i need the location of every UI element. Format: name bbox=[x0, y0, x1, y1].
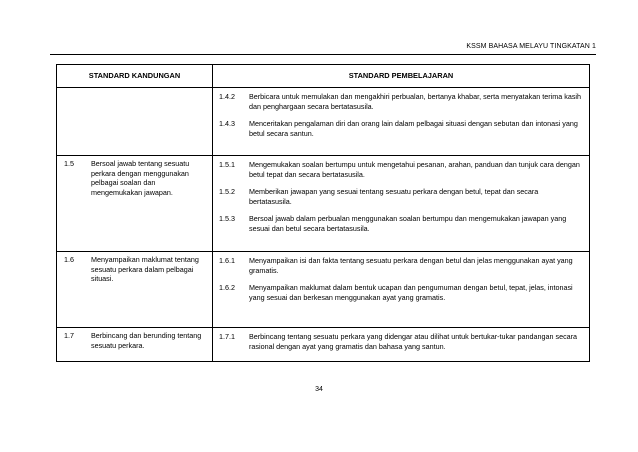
standard-pembelajaran-cell bbox=[213, 88, 590, 156]
item-text: Menyampaikan isi dan fakta tentang sesuatu perkara dengan betul dan jelas menggunakan ayat yang gramatis. bbox=[249, 256, 573, 275]
item-code: 1.7 bbox=[64, 331, 74, 340]
item-code: 1.5.1 bbox=[219, 160, 235, 169]
item-code: 1.6 bbox=[64, 255, 74, 264]
standard-kandungan-cell bbox=[57, 88, 213, 156]
table-row bbox=[57, 156, 590, 252]
table-row bbox=[57, 252, 590, 328]
column-header-standard-kandungan: STANDARD KANDUNGAN bbox=[57, 65, 213, 88]
item-text: Mengemukakan soalan bertumpu untuk mengetahui pesanan, arahan, panduan dan tunjuk cara dengan betul tepat dan secara bertatasusila. bbox=[249, 160, 580, 179]
item-text: Berbincang dan berunding tentang sesuatu perkara. bbox=[91, 331, 202, 350]
standards-table bbox=[56, 64, 590, 362]
learning-standard-item bbox=[219, 256, 583, 275]
learning-standard-item bbox=[219, 160, 583, 179]
item-code: 1.4.2 bbox=[219, 92, 235, 101]
learning-standard-item bbox=[219, 187, 583, 206]
item-code: 1.5 bbox=[64, 159, 74, 168]
column-header-standard-pembelajaran: STANDARD PEMBELAJARAN bbox=[213, 65, 590, 88]
table-header-row bbox=[57, 65, 590, 88]
item-text: Memberikan jawapan yang sesuai tentang sesuatu perkara dengan betul, tepat dan secara bertatasusila. bbox=[249, 187, 539, 206]
table-row bbox=[57, 88, 590, 156]
learning-standard-item bbox=[219, 92, 583, 111]
learning-standard-item bbox=[219, 283, 583, 302]
item-text: Berbincang tentang sesuatu perkara yang didengar atau dilihat untuk bertukar-tukar pandangan secara rasional dengan ayat yang gramatis dan bahasa yang santun. bbox=[249, 332, 578, 351]
item-text: Bersoal jawab tentang sesuatu perkara dengan menggunakan pelbagai soalan dan mengemukakan jawapan. bbox=[91, 159, 190, 197]
item-code: 1.5.2 bbox=[219, 187, 235, 197]
standard-kandungan-cell bbox=[57, 328, 213, 362]
item-text: Bersoal jawab dalam perbualan menggunakan soalan bertumpu dan mengemukakan jawapan yang sesuai dan betul secara bertatasusila. bbox=[249, 214, 567, 233]
standard-kandungan-cell bbox=[57, 156, 213, 252]
item-code: 1.6.2 bbox=[219, 283, 235, 293]
table-row bbox=[57, 328, 590, 362]
standard-pembelajaran-cell bbox=[213, 328, 590, 362]
header-divider bbox=[50, 54, 596, 55]
item-code: 1.6.1 bbox=[219, 256, 235, 265]
standard-pembelajaran-cell bbox=[213, 252, 590, 328]
learning-standard-item bbox=[219, 332, 583, 351]
document-header: KSSM BAHASA MELAYU TINGKATAN 1 bbox=[466, 43, 596, 50]
item-text: Berbicara untuk memulakan dan mengakhiri perbualan, bertanya khabar, serta menyatakan terima kasih dan penghargaan secara bertatasusila. bbox=[249, 92, 582, 111]
item-code: 1.7.1 bbox=[219, 332, 235, 341]
learning-standard-item bbox=[219, 214, 583, 233]
page-number: 34 bbox=[315, 386, 323, 393]
content-standard-item bbox=[64, 255, 208, 284]
item-code: 1.5.3 bbox=[219, 214, 235, 224]
item-text: Menyampaikan maklumat tentang sesuatu perkara dalam pelbagai situasi. bbox=[91, 255, 199, 284]
content-standard-item bbox=[64, 159, 208, 197]
learning-standard-item bbox=[219, 119, 583, 138]
standard-pembelajaran-cell bbox=[213, 156, 590, 252]
content-standard-item bbox=[64, 331, 208, 350]
item-code: 1.4.3 bbox=[219, 119, 235, 129]
standard-kandungan-cell bbox=[57, 252, 213, 328]
item-text: Menyampaikan maklumat dalam bentuk ucapan dan pengumuman dengan betul, tepat, jelas, intonasi yang sesuai dan berkesan menggunakan ayat yang gramatis. bbox=[249, 283, 573, 302]
item-text: Menceritakan pengalaman diri dan orang lain dalam pelbagai situasi dengan sebutan dan intonasi yang betul secara santun. bbox=[249, 119, 578, 138]
